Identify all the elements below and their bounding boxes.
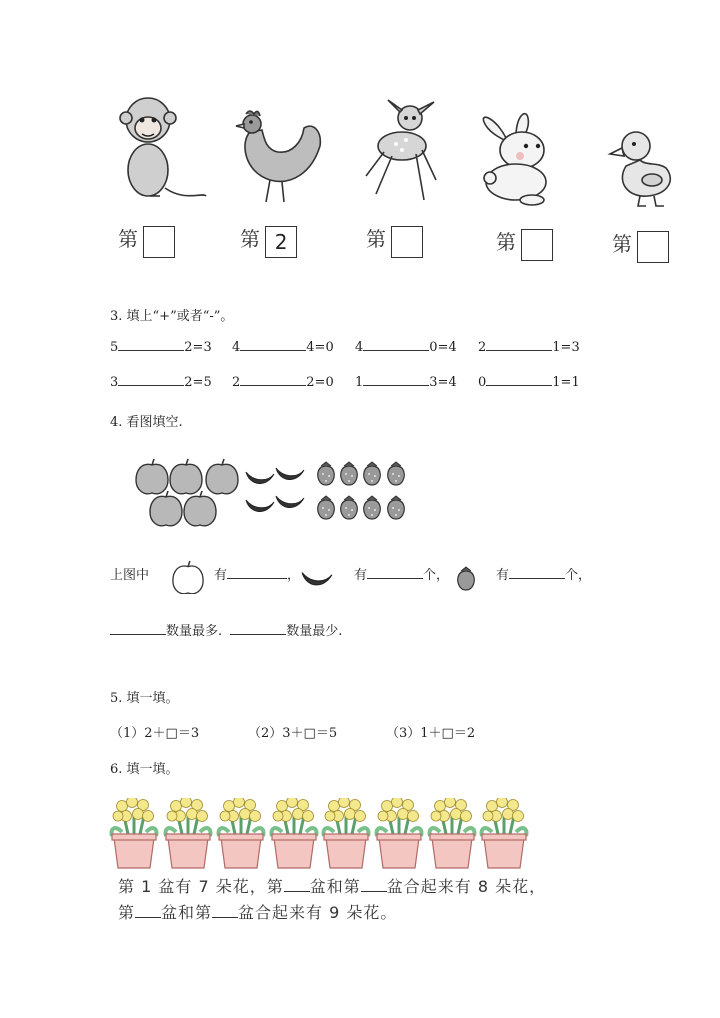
strawberry-icon (454, 566, 478, 594)
q3-item: 3 2=5 (110, 375, 212, 390)
q4-strawberry-answer: 有 个， (496, 568, 592, 583)
q5-title: 5. 填一填。 (110, 691, 179, 706)
strawberry-icon (388, 496, 404, 519)
strawberry-icon (364, 462, 380, 485)
q3-item: 5 2=3 (110, 340, 212, 355)
q3-blank[interactable] (118, 349, 184, 351)
banana-icon (246, 472, 274, 484)
q5-item-2[interactable]: （2）3＋□＝5 (248, 726, 338, 741)
animal-row (100, 88, 700, 268)
strawberry-icon (364, 496, 380, 519)
q3-blank[interactable] (118, 384, 184, 386)
banana-count-blank[interactable] (367, 577, 423, 579)
flower-pot (323, 798, 368, 868)
q3-blank[interactable] (240, 384, 306, 386)
pot-blank-3[interactable] (135, 916, 161, 918)
strawberry-icon (318, 462, 334, 485)
apple-icon (150, 491, 182, 526)
apple-icon (206, 459, 238, 494)
q3-item: 2 1=3 (478, 340, 580, 355)
q5-item-1[interactable]: （1）2＋□＝3 (110, 726, 200, 741)
least-blank[interactable] (230, 633, 286, 635)
apple-count-blank[interactable] (227, 577, 287, 579)
rooster-illustration (230, 102, 330, 206)
flower-pot (165, 798, 210, 868)
q6-caption-line-1: 第 1 盆有 7 朵花，第 盆和第 盆合起来有 8 朵花， (118, 877, 547, 896)
q3-blank[interactable] (486, 349, 552, 351)
q3-blank[interactable] (486, 384, 552, 386)
ordinal-label-4: 第 (496, 226, 553, 261)
answer-box-1[interactable] (143, 226, 175, 258)
rabbit-illustration (476, 108, 566, 208)
answer-box-4[interactable] (521, 229, 553, 261)
q3-title: 3. 填上“+”或者“-”。 (110, 309, 234, 324)
q4-apple-answer: 有 ， (214, 568, 301, 583)
flower-pot (218, 798, 263, 868)
fawn-illustration (358, 96, 442, 208)
banana-icon (276, 468, 304, 480)
banana-icon (276, 496, 304, 508)
flower-pot (481, 798, 526, 868)
ordinal-label-2: 第 2 (240, 223, 297, 258)
q4-banana-answer: 有 个， (354, 568, 450, 583)
q3-item: 1 3=4 (355, 375, 457, 390)
strawberry-icon (318, 496, 334, 519)
monkey-illustration (110, 92, 210, 204)
q6-title: 6. 填一填。 (110, 762, 179, 777)
apple-icon (172, 560, 204, 594)
duckling-illustration (606, 126, 678, 210)
q3-item: 2 2=0 (232, 375, 334, 390)
q5-item-3[interactable]: （3）1＋□＝2 (386, 726, 476, 741)
q3-item: 4 0=4 (355, 340, 457, 355)
apple-icon (184, 491, 216, 526)
flower-pot (271, 798, 316, 868)
answer-box-3[interactable] (391, 226, 423, 258)
q4-fruit-picture (134, 456, 414, 528)
flower-pot (376, 798, 421, 868)
apple-icon (136, 459, 168, 494)
ordinal-label-3: 第 (366, 223, 423, 258)
strawberry-icon (341, 496, 357, 519)
q3-item: 4 4=0 (232, 340, 334, 355)
strawberry-icon (341, 462, 357, 485)
banana-icon (246, 500, 274, 512)
flower-pot (111, 798, 156, 868)
answer-box-5[interactable] (637, 231, 669, 263)
most-blank[interactable] (110, 633, 166, 635)
strawberry-count-blank[interactable] (509, 577, 565, 579)
q3-blank[interactable] (363, 384, 429, 386)
q3-blank[interactable] (363, 349, 429, 351)
ordinal-label-1: 第 (118, 223, 175, 258)
q6-caption-line-2: 第 盆和第 盆合起来有 9 朵花。 (118, 903, 398, 922)
q4-title: 4. 看图填空. (110, 415, 183, 430)
pot-blank-2[interactable] (361, 890, 387, 892)
q4-line-2: 数量最多. 数量最少. (110, 620, 342, 639)
strawberry-icon (388, 462, 404, 485)
q3-blank[interactable] (240, 349, 306, 351)
q4-prefix: 上图中 (110, 568, 150, 583)
banana-icon (300, 566, 334, 592)
flower-pots-picture (108, 798, 532, 872)
pot-blank-1[interactable] (284, 890, 310, 892)
answer-box-2[interactable]: 2 (265, 226, 297, 258)
q3-item: 0 1=1 (478, 375, 580, 390)
flower-pot (429, 798, 474, 868)
pot-blank-4[interactable] (212, 916, 238, 918)
apple-icon (170, 459, 202, 494)
ordinal-label-5: 第 (612, 228, 669, 263)
q4-line-1 (110, 560, 610, 600)
